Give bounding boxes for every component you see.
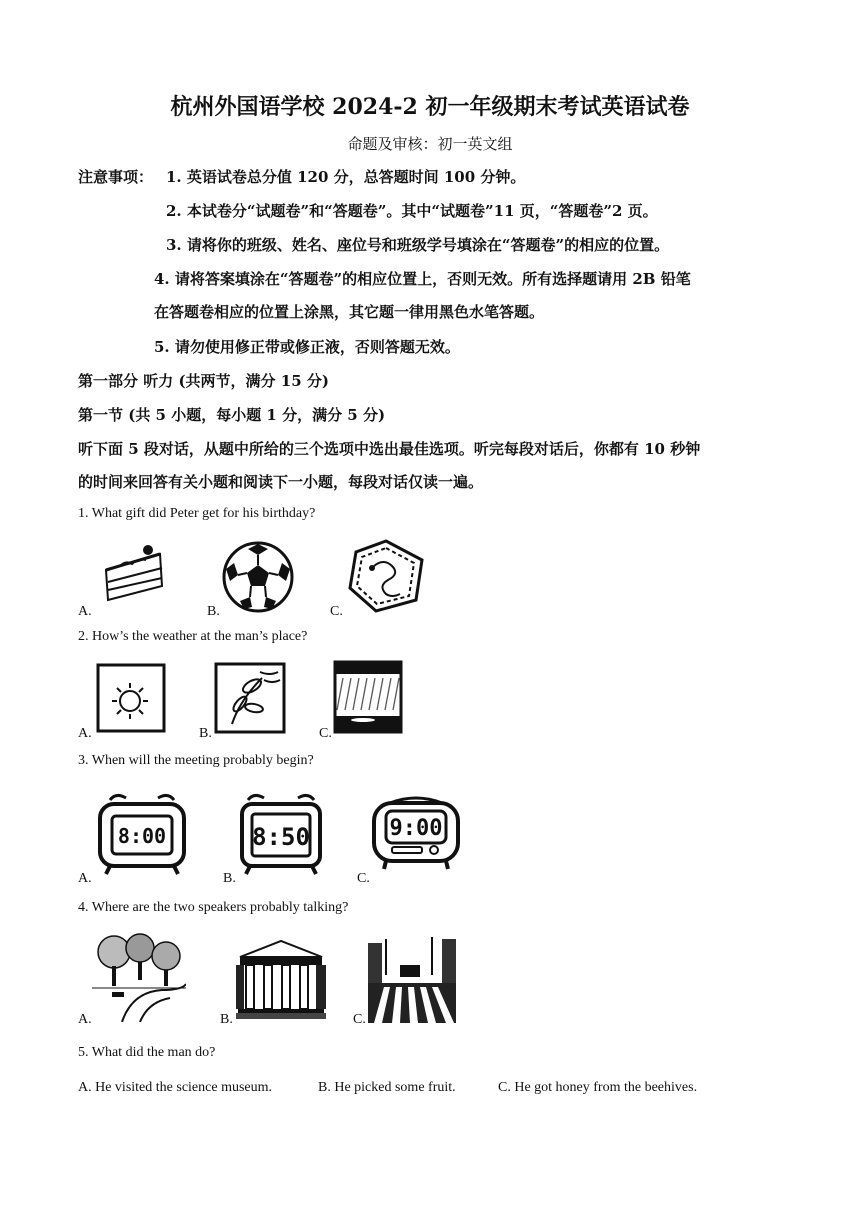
windy-icon <box>214 662 286 734</box>
instructions-line-1: 听下面 5 段对话，从题中所给的三个选项中选出最佳选项。听完每段对话后，你都有 10 秒钟 <box>78 440 701 458</box>
museum-building-icon <box>236 937 326 1021</box>
rainy-icon <box>333 660 403 734</box>
q4-option-a: A. <box>78 1012 92 1027</box>
board-game-icon <box>346 538 426 614</box>
note-item-4: 4. 请将答案填涂在“答题卷”的相应位置上，否则无效。所有选择题请用 2B 铅笔 <box>154 270 691 288</box>
clock-time-c: 9:00 <box>389 816 443 841</box>
q2-option-c: C. <box>319 726 332 741</box>
note-item-2: 2. 本试卷分“试题卷”和“答题卷”。其中“试题卷”11 页，“答题卷”2 页。 <box>166 202 658 220</box>
clock-time-a: 8:00 <box>117 824 167 848</box>
question-2: 2. How’s the weather at the man’s place? <box>78 629 308 644</box>
q1-option-c: C. <box>330 604 343 619</box>
street-crossing-icon <box>368 935 456 1023</box>
q5-option-c: C. He got honey from the beehives. <box>498 1080 698 1095</box>
q5-option-a: A. He visited the science museum. <box>78 1080 273 1095</box>
q1-option-a: A. <box>78 604 92 619</box>
q1-option-b: B. <box>207 604 220 619</box>
q2-option-b: B. <box>199 726 212 741</box>
q3-option-c: C. <box>357 871 370 886</box>
q4-option-b: B. <box>220 1012 233 1027</box>
instructions-line-2: 的时间来回答有关小题和阅读下一小题，每段对话仅读一遍。 <box>78 473 484 491</box>
part-heading: 第一部分 听力 (共两节，满分 15 分) <box>78 372 329 390</box>
alarm-clock-icon <box>238 790 328 876</box>
section-heading: 第一节 (共 5 小题，每小题 1 分，满分 5 分) <box>78 406 386 424</box>
cake-slice-icon <box>100 540 170 610</box>
sunny-icon <box>96 663 166 733</box>
q5-option-b: B. He picked some fruit. <box>318 1080 456 1095</box>
clock-time-b: 8:50 <box>252 823 310 851</box>
question-3: 3. When will the meeting probably begin? <box>78 753 314 768</box>
soccer-ball-icon <box>220 541 296 613</box>
question-4: 4. Where are the two speakers probably talking? <box>78 900 349 915</box>
q3-option-a: A. <box>78 871 92 886</box>
alarm-clock-icon <box>370 793 462 871</box>
q4-option-c: C. <box>353 1012 366 1027</box>
alarm-clock-icon <box>96 790 188 876</box>
page-title: 杭州外国语学校 2024-2 初一年级期末考试英语试卷 <box>170 94 690 120</box>
note-item-5: 5. 请勿使用修正带或修正液，否则答题无效。 <box>154 338 460 356</box>
note-item-1: 1. 英语试卷总分值 120 分，总答题时间 100 分钟。 <box>166 168 526 186</box>
page-subtitle: 命题及审核：初一英文组 <box>347 135 513 153</box>
note-item-3: 3. 请将你的班级、姓名、座位号和班级学号填涂在“答题卷”的相应的位置。 <box>166 236 670 254</box>
question-5: 5. What did the man do? <box>78 1045 216 1060</box>
q3-option-b: B. <box>223 871 236 886</box>
park-icon <box>92 932 186 1022</box>
q2-option-a: A. <box>78 726 92 741</box>
question-1: 1. What gift did Peter get for his birthday? <box>78 506 316 521</box>
note-item-4-cont: 在答题卷相应的位置上涂黑，其它题一律用黑色水笔答题。 <box>154 303 545 321</box>
notes-label: 注意事项： <box>78 168 154 186</box>
